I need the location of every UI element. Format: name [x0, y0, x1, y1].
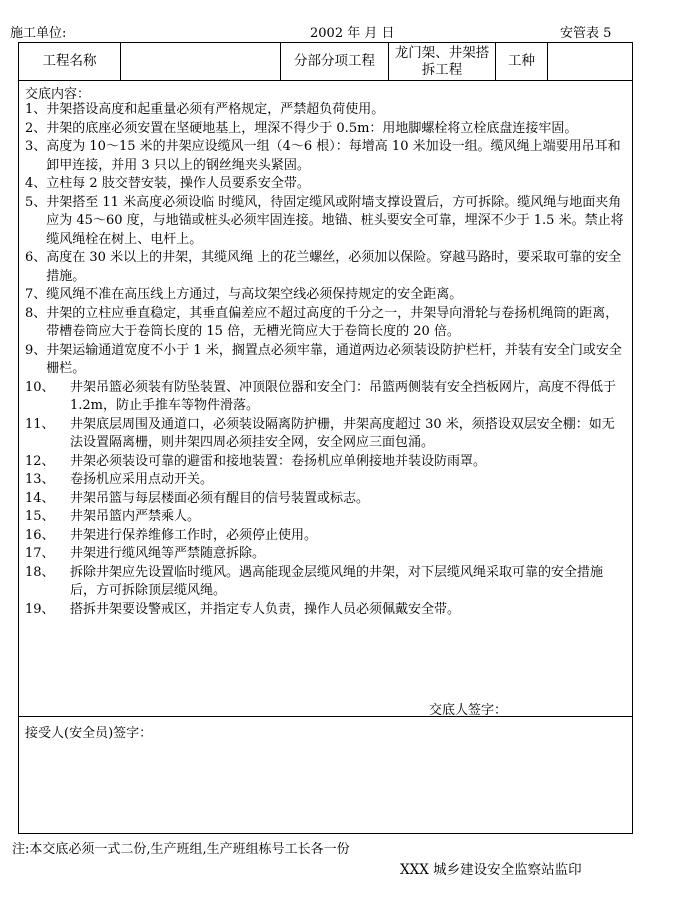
item-number: 5、 — [25, 194, 47, 210]
safety-disclosure-form — [18, 42, 633, 834]
footer-note: 注:本交底必须一式二份,生产班组,生产班组栋号工长各一份 — [12, 842, 350, 857]
receiver-signature-label: 接受人(安全员)签字： — [25, 726, 153, 741]
disclosure-item — [25, 601, 627, 620]
item-number: 3、 — [25, 139, 47, 154]
form-number: 安管表 5 — [560, 26, 612, 41]
disclosure-item — [25, 342, 627, 379]
item-number: 14、 — [25, 490, 55, 506]
item-text: 井架搭至 11 米高度必须设临 时缆风，待固定缆风或附墙支撑设置后，方可拆除。缆风绳与地面夹角应为 45～60 度，与地锚或桩头必须牢固连接。地锚、桩头要安全可靠，埋深不少于 1.5 米。禁止将缆风绳栓在树上、电杆上。 — [46, 194, 624, 247]
item-number: 10、 — [25, 379, 55, 395]
disclosure-item — [25, 527, 627, 546]
item-number: 6、 — [25, 250, 47, 265]
disclosure-item — [25, 138, 627, 175]
item-text: 井架吊篮内严禁乘人。 — [70, 509, 201, 524]
disclosure-item — [25, 286, 627, 305]
item-text: 高度为 10～15 米的井架应设缆风一组（4～6 根）：每增高 10 米加设一组。缆风绳上端要用吊耳和卸甲连接，并用 3 只以上的钢丝绳夹头紧固。 — [46, 139, 621, 173]
disclosure-item — [25, 175, 627, 194]
disclosure-item — [25, 416, 627, 453]
construction-unit-label: 施工单位: — [10, 26, 67, 41]
disclosure-item — [25, 453, 627, 472]
item-number: 2、 — [25, 120, 47, 136]
disclosure-item — [25, 194, 627, 250]
form-header — [10, 22, 630, 40]
item-text: 高度在 30 米以上的井架，其缆风绳 上的花兰螺丝，必须加以保险。穿越马路时，要采取可靠的安全措施。 — [46, 250, 622, 284]
item-text: 井架吊篮与每层楼面必须有醒目的信号装置或标志。 — [70, 490, 370, 506]
item-text: 井架的立柱应垂直稳定，其垂直偏差应不超过高度的千分之一，井架导向滑轮与卷扬机绳筒的距离，带槽卷筒应大于卷筒长度的 15 倍，无槽光筒应大于卷筒长度的 20 倍。 — [46, 305, 619, 339]
item-text: 拆除井架应先设置临时缆风。遇高能现金层缆风绳的井架，对下层缆风绳采取可靠的安全措施后，方可拆除顶层缆风绳。 — [70, 564, 604, 598]
item-number: 11、 — [25, 416, 55, 432]
item-text: 搭拆井架要设警戒区，并指定专人负责，操作人员必须佩戴安全带。 — [70, 601, 461, 617]
item-number: 7、 — [25, 287, 47, 302]
item-text: 井架进行保养维修工作时，必须停止使用。 — [70, 527, 318, 543]
disclosure-item — [25, 490, 627, 509]
item-text: 卷扬机应采用点动开关。 — [70, 472, 214, 487]
item-number: 4、 — [25, 176, 47, 191]
item-number: 17、 — [25, 546, 55, 561]
disclosure-item — [25, 305, 627, 342]
item-text: 井架底层周围及通道口，必须装设隔离防护栅，井架高度超过 30 米，须搭设双层安全棚：如无法设置隔离栅，则井架四周必须挂安全网，安全网应三面包涌。 — [70, 416, 615, 450]
item-text: 井架进行缆风绳等严禁随意拆除。 — [70, 546, 266, 561]
disclosure-item — [25, 101, 627, 120]
item-text: 缆风绳不准在高压线上方通过，与高坟架空线必须保持规定的安全距离。 — [46, 287, 463, 302]
subproject-value: 龙门架、井架搭拆工程 — [389, 43, 496, 80]
content-heading: 交底内容： — [25, 87, 91, 102]
item-text: 井架的底座必须安置在坚硬地基上，埋深不得少于 0.5m：用地脚螺栓将立栓底盘连接牢固。 — [46, 120, 578, 136]
item-text: 井架吊篮必须装有防坠装置、冲顶限位器和安全门：吊篮两侧装有安全挡板网片，高度不得低于 1.2m，防止手推车等物件滑落。 — [70, 379, 617, 413]
item-text: 井架必须装设可靠的避雷和接地装置：卷扬机应单俐接地并装设防雨罩。 — [70, 453, 487, 469]
item-number: 18、 — [25, 564, 55, 580]
item-number: 12、 — [25, 453, 55, 469]
discloser-signature-label: 交底人签字： — [429, 703, 508, 718]
disclosure-item — [25, 545, 627, 564]
trade-value — [548, 43, 632, 80]
date-label: 2002 年 月 日 — [310, 26, 395, 41]
disclosure-item — [25, 379, 627, 416]
issuer-stamp: XXX 城乡建设安全监察站监印 — [400, 862, 582, 878]
item-number: 1、 — [25, 102, 47, 117]
item-number: 15、 — [25, 509, 55, 524]
disclosure-item — [25, 508, 627, 527]
item-text: 井架搭设高度和起重量必须有严格规定，严禁超负荷使用。 — [46, 102, 385, 117]
disclosure-content — [19, 81, 632, 717]
item-number: 9、 — [25, 342, 47, 358]
item-number: 16、 — [25, 527, 55, 543]
item-text: 井架运输通道宽度不小于 1 米，搁置点必须牢靠，通道两边必须装设防护栏杆，并装有安全门或安全栅栏。 — [46, 342, 622, 376]
disclosure-items — [25, 101, 627, 619]
disclosure-item — [25, 471, 627, 490]
item-number: 8、 — [25, 305, 47, 321]
item-text: 立柱每 2 肢交替安装，操作人员要系安全带。 — [46, 176, 310, 191]
disclosure-item — [25, 249, 627, 286]
subproject-label: 分部分项工程 — [281, 43, 389, 80]
project-name-label: 工程名称 — [19, 43, 121, 80]
disclosure-item — [25, 120, 627, 139]
disclosure-item — [25, 564, 627, 601]
trade-label: 工种 — [496, 43, 548, 80]
info-row — [19, 43, 632, 81]
item-number: 13、 — [25, 472, 55, 487]
item-number: 19、 — [25, 601, 55, 617]
project-name-value — [121, 43, 281, 80]
